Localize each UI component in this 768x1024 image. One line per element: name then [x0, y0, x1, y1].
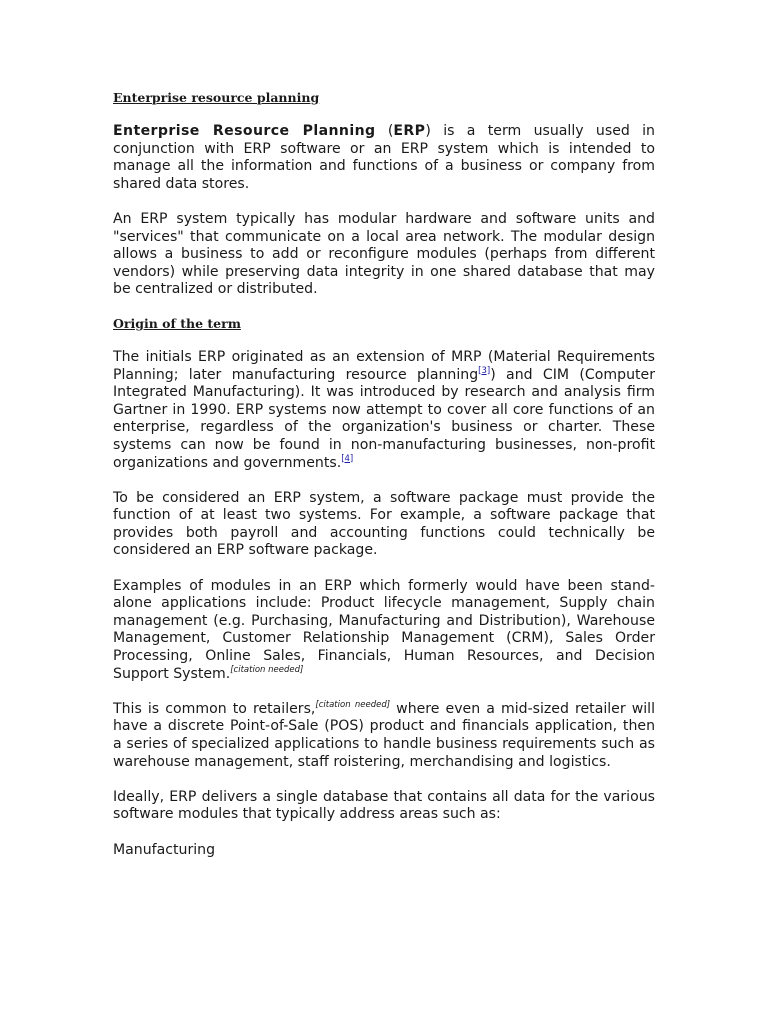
- origin-text-1: The initials ERP originated as an extension of MRP (Material Requirements Planning; later manufacturing resource planning: [113, 348, 655, 383]
- reference-link-4[interactable]: [4]: [341, 453, 354, 464]
- term-erp-abbr: ERP: [393, 123, 426, 139]
- definition-paragraph: To be considered an ERP system, a software package must provide the function of at least two systems. For example, a software package that provides both payroll and accounting functions could technically be considered an ERP software package.: [113, 489, 655, 559]
- retailers-text-2: where even a mid-sized retailer will have a discrete Point-of-Sale (POS) product and financials application, then a series of specialized applications to handle business requirements such as warehouse management, staff roistering, merchandising and logistics.: [113, 700, 655, 770]
- intro-abbr-open: (: [375, 123, 394, 139]
- modules-text: Examples of modules in an ERP which formerly would have been stand-alone applications include: Product lifecycle management, Supply chain management (e.g. Purchasing, Manufacturing and Distribution), Warehouse Management, Customer Relationship Management (CRM), Sales Order Processing, Online Sales, Financials, Human Resources, and Decision Support System.: [113, 577, 655, 682]
- document-title: Enterprise resource planning: [113, 90, 320, 105]
- retailers-paragraph: [113, 701, 655, 771]
- citation-needed-1: [citation needed]: [230, 664, 304, 675]
- term-erp-full: Enterprise Resource Planning: [113, 123, 376, 139]
- modular-paragraph: An ERP system typically has modular hardware and software units and "services" that communicate on a local area network. The modular design allows a business to add or reconfigure modules (perhaps from different vendors) while preserving data integrity in one shared database that may be centralized or distributed.: [113, 210, 655, 298]
- list-item-manufacturing: Manufacturing: [113, 841, 216, 858]
- database-paragraph: Ideally, ERP delivers a single database that contains all data for the various software modules that typically address areas such as:: [113, 788, 655, 823]
- section-heading-origin: Origin of the term: [113, 315, 241, 331]
- intro-paragraph: [113, 123, 655, 193]
- origin-text-2: ) and CIM (Computer Integrated Manufacturing). It was introduced by research and analysis firm Gartner in 1990. ERP systems now attempt to cover all core functions of an enterprise, regardless of the organization's business or charter. These systems can now be found in non-manufacturing businesses, non-profit organizations and governments.: [113, 366, 655, 471]
- intro-rest: ) is a term usually used in conjunction with ERP software or an ERP system which is intended to manage all the information and functions of a business or company from shared data stores.: [113, 123, 655, 192]
- origin-paragraph: [113, 349, 655, 472]
- document-content: [113, 88, 655, 859]
- citation-needed-2: [citation needed]: [315, 699, 391, 710]
- retailers-text-1: This is common to retailers,: [113, 700, 316, 717]
- modules-paragraph: [113, 578, 655, 684]
- reference-link-3[interactable]: [3]: [478, 365, 491, 376]
